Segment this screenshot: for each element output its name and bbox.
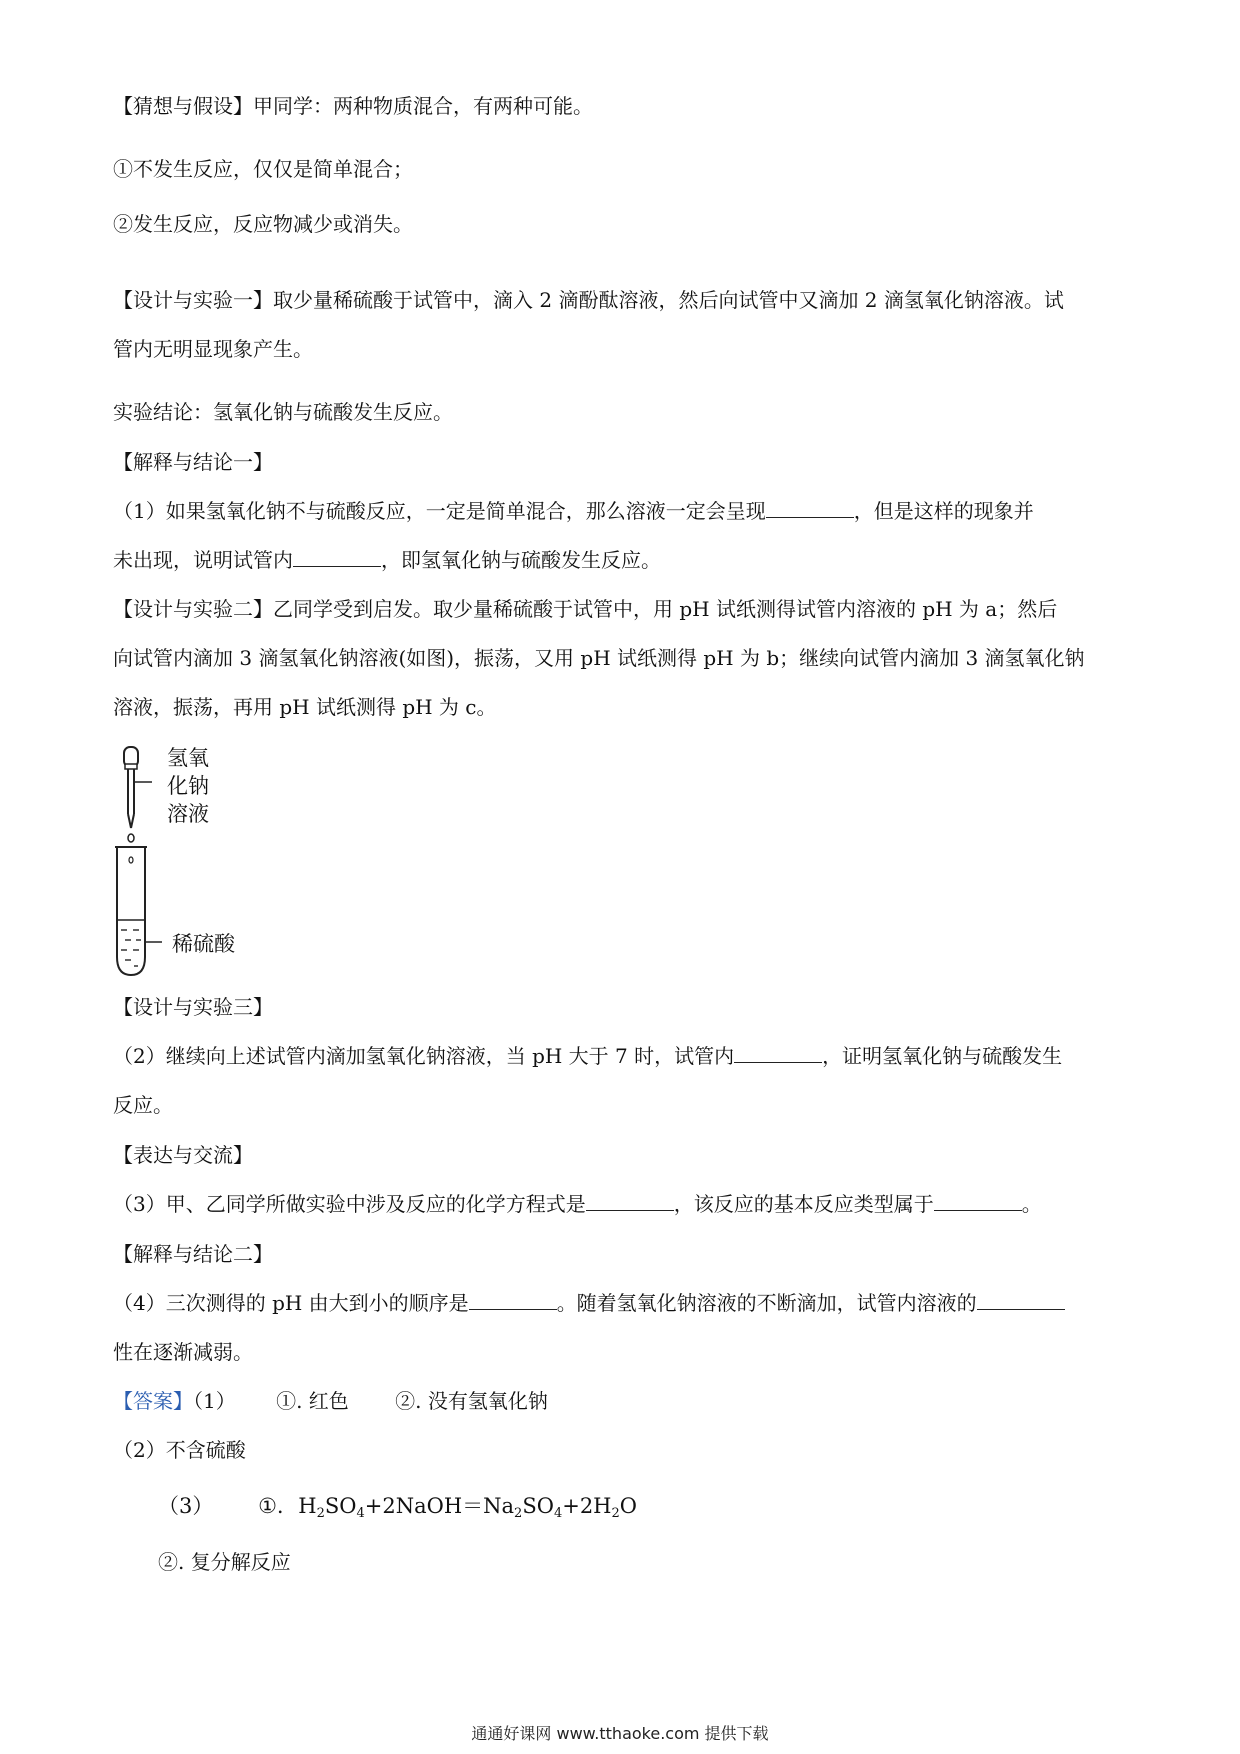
answer-blank-5[interactable] [934,1192,1022,1211]
naoh-label-line-2: 化钠 [167,774,209,798]
answer-blank-7[interactable] [977,1291,1065,1310]
answer-blank-6[interactable] [469,1291,557,1310]
question-2-text-b: ，证明氢氧化钠与硫酸发生 [822,1044,1063,1068]
answer-1-number: （1） [193,1389,236,1413]
page-footer: 通通好课网 www.tthaoke.com 提供下载 [471,1724,769,1743]
question-1-text-a: （1）如果氢氧化钠不与硫酸反应，一定是简单混合，那么溶液一定会呈现 [113,499,766,523]
chemical-equation: $H_2SO_4+2NaOH=Na_2SO_4+2H_2O$ [298,1494,637,1521]
question-2-line-2: 反应。 [113,1093,173,1117]
test-tube [117,847,145,975]
answer-blank-1[interactable] [766,499,854,518]
section-explain-2: 【解释与结论二】 [113,1242,273,1266]
question-4-text-b: 。随着氢氧化钠溶液的不断滴加，试管内溶液的 [556,1291,977,1315]
answer-blank-4[interactable] [586,1192,674,1211]
naoh-label-line-3: 溶液 [167,802,209,826]
section-expression: 【表达与交流】 [113,1143,253,1167]
answer-blank-2[interactable] [293,548,381,567]
dilute-sulfuric-acid-label: 稀硫酸 [172,932,235,956]
apparatus-diagram [112,742,272,982]
answer-1-part-1: ①. 红色 [276,1389,349,1413]
question-1-text-d: ，即氢氧化钠与硫酸发生反应。 [381,548,661,572]
question-1-line-2 [113,546,661,574]
experiment-conclusion: 实验结论：氢氧化钠与硫酸发生反应。 [113,400,453,424]
drop-in-tube [129,857,133,863]
question-1-text-c: 未出现，说明试管内 [113,548,293,572]
section-explain-1: 【解释与结论一】 [113,450,273,474]
question-1-text-b: ，但是这样的现象并 [853,499,1034,523]
answer-blank-3[interactable] [734,1044,822,1063]
falling-drop [128,834,134,842]
question-3-text-b: ，该反应的基本反应类型属于 [673,1192,934,1216]
answer-3-equation-line [158,1492,637,1528]
question-4-text-a: （4）三次测得的 pH 由大到小的顺序是 [113,1291,469,1315]
section-experiment-3: 【设计与实验三】 [113,995,273,1019]
answer-3-part-2: ②. 复分解反应 [158,1550,291,1574]
answer-tag: 【答案】 [113,1389,193,1413]
question-2-line-1 [113,1042,1062,1070]
experiment-1-line-1: 【设计与实验一】取少量稀硫酸于试管中，滴入 2 滴酚酞溶液，然后向试管中又滴加 2 滴氢氧化钠溶液。试 [113,288,1064,312]
naoh-label-line-1: 氢氧 [167,746,209,770]
answer-3-number: （3） [158,1494,214,1518]
hypothesis-option-2: ②发生反应，反应物减少或消失。 [113,212,413,236]
experiment-2-line-2: 向试管内滴加 3 滴氢氧化钠溶液(如图)，振荡，又用 pH 试纸测得 pH 为 b；继续向试管内滴加 3 滴氢氧化钠 [113,646,1085,670]
hypothesis-option-1: ①不发生反应，仅仅是简单混合； [113,157,413,181]
answer-1-part-2: ②. 没有氢氧化钠 [395,1389,548,1413]
question-3-line [113,1190,1042,1218]
dropper-tip-right [131,814,134,828]
experiment-1-line-2: 管内无明显现象产生。 [113,337,313,361]
question-4-line-2: 性在逐渐减弱。 [113,1340,253,1364]
question-3-text-a: （3）甲、乙同学所做实验中涉及反应的化学方程式是 [113,1192,586,1216]
question-3-text-c: 。 [1021,1192,1042,1216]
question-1-line-1 [113,497,1034,525]
question-2-text-a: （2）继续向上述试管内滴加氢氧化钠溶液，当 pH 大于 7 时，试管内 [113,1044,735,1068]
experiment-2-line-3: 溶液，振荡，再用 pH 试纸测得 pH 为 c。 [113,695,497,719]
answer-3-part-1-prefix: ①. [258,1494,284,1518]
experiment-2-line-1: 【设计与实验二】乙同学受到启发。取少量稀硫酸于试管中，用 pH 试纸测得试管内溶液的 pH 为 a；然后 [113,597,1058,621]
dropper-collar [125,764,137,769]
answer-1-line [113,1387,548,1415]
answer-2-line: （2）不含硫酸 [113,1438,246,1462]
question-4-line-1 [113,1289,1065,1317]
hypothesis-heading-line: 【猜想与假设】甲同学：两种物质混合，有两种可能。 [113,94,593,118]
